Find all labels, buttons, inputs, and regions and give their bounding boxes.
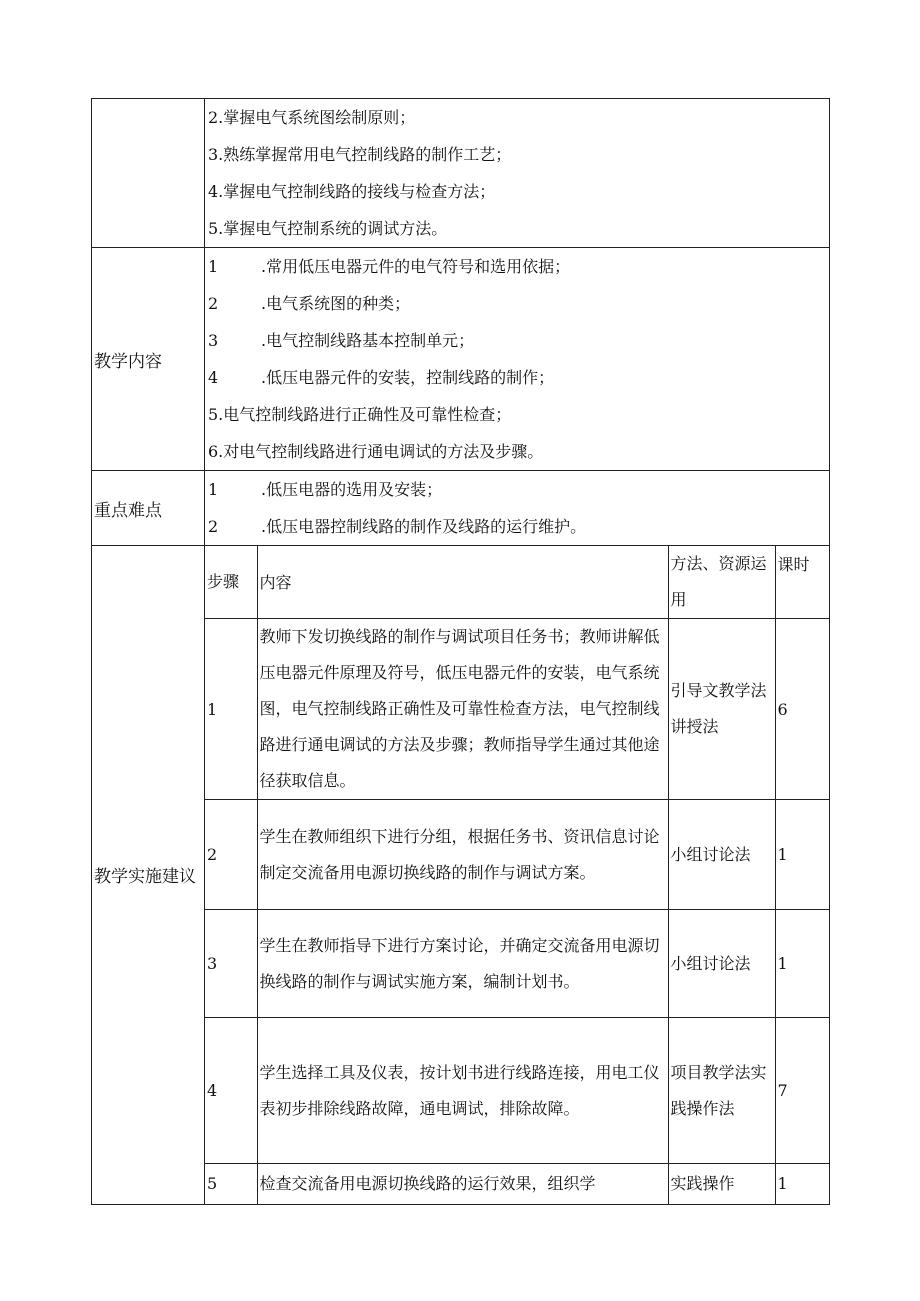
key-point-text: .低压电器的选用及安装； <box>261 480 443 499</box>
content-item <box>208 359 827 396</box>
step-content: 学生在教师指导下进行方案讨论，并确定交流备用电源切换线路的制作与调试实施方案，编制计划书。 <box>257 910 668 1018</box>
step-method: 实践操作 <box>668 1164 775 1204</box>
teaching-content-row <box>92 248 830 471</box>
step-method: 项目教学法实践操作法 <box>668 1018 775 1164</box>
objective-line: 3.熟练掌握常用电气控制线路的制作工艺； <box>208 145 512 164</box>
content-item-number: 3 <box>208 331 219 350</box>
key-point-number: 1 <box>208 480 219 499</box>
step-row <box>205 910 830 1018</box>
implementation-label: 教学实施建议 <box>92 546 205 1205</box>
step-row <box>205 1164 830 1204</box>
content-line: 5.电气控制线路进行正确性及可靠性检查； <box>208 405 512 424</box>
implementation-row <box>92 546 830 1205</box>
content-item-text: .电气控制线路基本控制单元； <box>261 331 475 350</box>
content-item-text: .常用低压电器元件的电气符号和选用依据； <box>261 257 571 276</box>
step-number: 2 <box>205 800 257 910</box>
step-number: 4 <box>205 1018 257 1164</box>
key-point-item <box>208 508 827 545</box>
step-content: 学生在教师组织下进行分组，根据任务书、资讯信息讨论制定交流备用电源切换线路的制作与调试方案。 <box>257 800 668 910</box>
key-point-number: 2 <box>208 517 219 536</box>
step-hours: 7 <box>775 1018 830 1164</box>
key-point-text: .低压电器控制线路的制作及线路的运行维护。 <box>261 517 587 536</box>
teaching-content-list <box>205 248 830 471</box>
implementation-steps-holder <box>205 546 830 1205</box>
step-hours: 1 <box>775 1164 830 1204</box>
step-method: 引导文教学法讲授法 <box>668 619 775 800</box>
objective-line: 2.掌握电气系统图绘制原则； <box>208 108 416 127</box>
step-hours: 1 <box>775 800 830 910</box>
hours-header: 课时 <box>775 546 830 619</box>
step-row <box>205 619 830 800</box>
step-hours: 1 <box>775 910 830 1018</box>
step-content: 教师下发切换线路的制作与调试项目任务书；教师讲解低压电器元件原理及符号，低压电器元件的安装，电气系统图，电气控制线路正确性及可靠性检查方法，电气控制线路进行通电调试的方法及步骤；教师指导学生通过其他途径获取信息。 <box>257 619 668 800</box>
content-item <box>208 322 827 359</box>
step-hours: 6 <box>775 619 830 800</box>
course-table <box>91 98 830 1205</box>
method-header: 方法、资源运用 <box>668 546 775 619</box>
step-method: 小组讨论法 <box>668 910 775 1018</box>
step-row <box>205 800 830 910</box>
objective-line: 4.掌握电气控制线路的接线与检查方法； <box>208 182 496 201</box>
step-method: 小组讨论法 <box>668 800 775 910</box>
content-item <box>208 248 827 285</box>
key-point-item <box>208 471 827 508</box>
steps-table <box>205 546 830 1204</box>
step-number: 1 <box>205 619 257 800</box>
content-item-text: .低压电器元件的安装，控制线路的制作； <box>261 368 555 387</box>
key-points-label: 重点难点 <box>92 471 205 546</box>
key-points-list <box>205 471 830 546</box>
content-item <box>208 285 827 322</box>
content-item-number: 4 <box>208 368 219 387</box>
steps-header-row <box>205 546 830 619</box>
key-points-row <box>92 471 830 546</box>
step-row <box>205 1018 830 1164</box>
teaching-content-label: 教学内容 <box>92 248 205 471</box>
content-item-text: .电气系统图的种类； <box>261 294 411 313</box>
step-content: 检查交流备用电源切换线路的运行效果，组织学 <box>257 1164 668 1204</box>
objective-line: 5.掌握电气控制系统的调试方法。 <box>208 219 448 238</box>
objectives-label-cell <box>92 99 205 248</box>
content-item-number: 1 <box>208 257 219 276</box>
content-header: 内容 <box>257 546 668 619</box>
objectives-row <box>92 99 830 248</box>
content-line: 6.对电气控制线路进行通电调试的方法及步骤。 <box>208 442 544 461</box>
step-header: 步骤 <box>205 546 257 619</box>
step-number: 5 <box>205 1164 257 1204</box>
step-number: 3 <box>205 910 257 1018</box>
content-item-number: 2 <box>208 294 219 313</box>
objectives-content <box>205 99 830 248</box>
step-content: 学生选择工具及仪表，按计划书进行线路连接，用电工仪表初步排除线路故障，通电调试，排除故障。 <box>257 1018 668 1164</box>
